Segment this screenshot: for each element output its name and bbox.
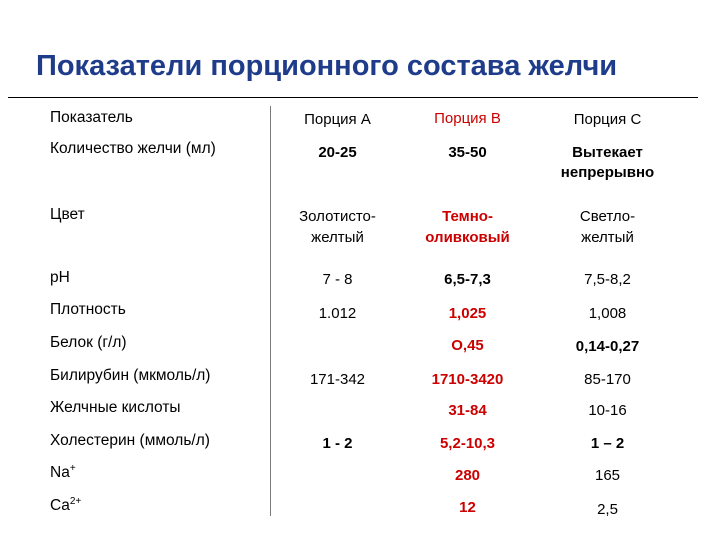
header-divider xyxy=(8,97,698,98)
cell-c-color-line1: Светло- xyxy=(579,208,636,225)
cell-b-calcium: 12 xyxy=(459,499,476,516)
cell-b-bile-acids: 31-84 xyxy=(448,402,487,419)
row-label-bile-volume: Количество желчи (мл) xyxy=(50,140,216,157)
cell-b-sodium: 280 xyxy=(454,467,481,484)
cell-c-color-line2: желтый xyxy=(581,229,634,246)
cell-c-bile-volume-line2: непрерывно xyxy=(560,164,655,181)
header-indicator: Показатель xyxy=(50,109,133,126)
cell-b-density: 1,025 xyxy=(448,305,487,322)
row-label-cholesterol: Холестерин (ммоль/л) xyxy=(50,432,210,449)
cell-b-bile-volume: 35-50 xyxy=(448,144,487,161)
cell-a-bilirubin: 171-342 xyxy=(309,371,366,388)
cell-c-bile-volume-line1: Вытекает xyxy=(572,144,643,161)
sodium-charge: + xyxy=(69,462,76,474)
cell-b-cholesterol: 5,2-10,3 xyxy=(439,435,496,452)
header-portion-a: Порция А xyxy=(304,111,371,128)
cell-b-protein: О,45 xyxy=(451,337,484,354)
row-label-density: Плотность xyxy=(50,301,126,318)
cell-c-bile-acids: 10-16 xyxy=(588,402,627,419)
cell-a-color-line1: Золотисто- xyxy=(299,208,376,225)
row-label-sodium: Na+ xyxy=(50,462,76,481)
row-label-bile-acids: Желчные кислоты xyxy=(50,399,181,416)
cell-b-color-line1: Темно- xyxy=(442,208,493,225)
cell-c-protein: 0,14-0,27 xyxy=(575,338,640,355)
row-label-protein: Белок (г/л) xyxy=(50,334,127,351)
cell-c-calcium: 2,5 xyxy=(597,501,618,518)
cell-a-density: 1.012 xyxy=(318,305,357,322)
cell-c-sodium: 165 xyxy=(594,467,621,484)
cell-c-ph: 7,5-8,2 xyxy=(584,271,631,288)
page-title: Показатели порционного состава желчи xyxy=(36,50,618,82)
cell-a-color-line2: желтый xyxy=(311,229,364,246)
cell-a-cholesterol: 1 - 2 xyxy=(322,435,353,452)
cell-b-bilirubin: 1710-3420 xyxy=(431,371,504,388)
row-label-calcium: $Ca^{2+}$ xyxy=(50,495,82,514)
row-label-bilirubin: Билирубин (мкмоль/л) xyxy=(50,367,211,384)
cell-b-ph: 6,5-7,3 xyxy=(444,271,491,288)
cell-a-ph: 7 - 8 xyxy=(322,271,353,288)
cell-c-density: 1,008 xyxy=(588,305,627,322)
cell-a-bile-volume: 20-25 xyxy=(318,144,357,161)
cell-b-color-line2: оливковый xyxy=(425,229,510,246)
row-label-ph: pH xyxy=(50,269,70,286)
row-label-color: Цвет xyxy=(50,206,85,223)
header-portion-c: Порция С xyxy=(573,111,642,128)
header-portion-b: Порция В xyxy=(434,110,501,127)
column-divider xyxy=(270,106,271,516)
cell-c-cholesterol: 1 – 2 xyxy=(590,435,625,452)
calcium-charge: 2+ xyxy=(69,495,82,507)
cell-c-bilirubin: 85-170 xyxy=(584,371,631,388)
